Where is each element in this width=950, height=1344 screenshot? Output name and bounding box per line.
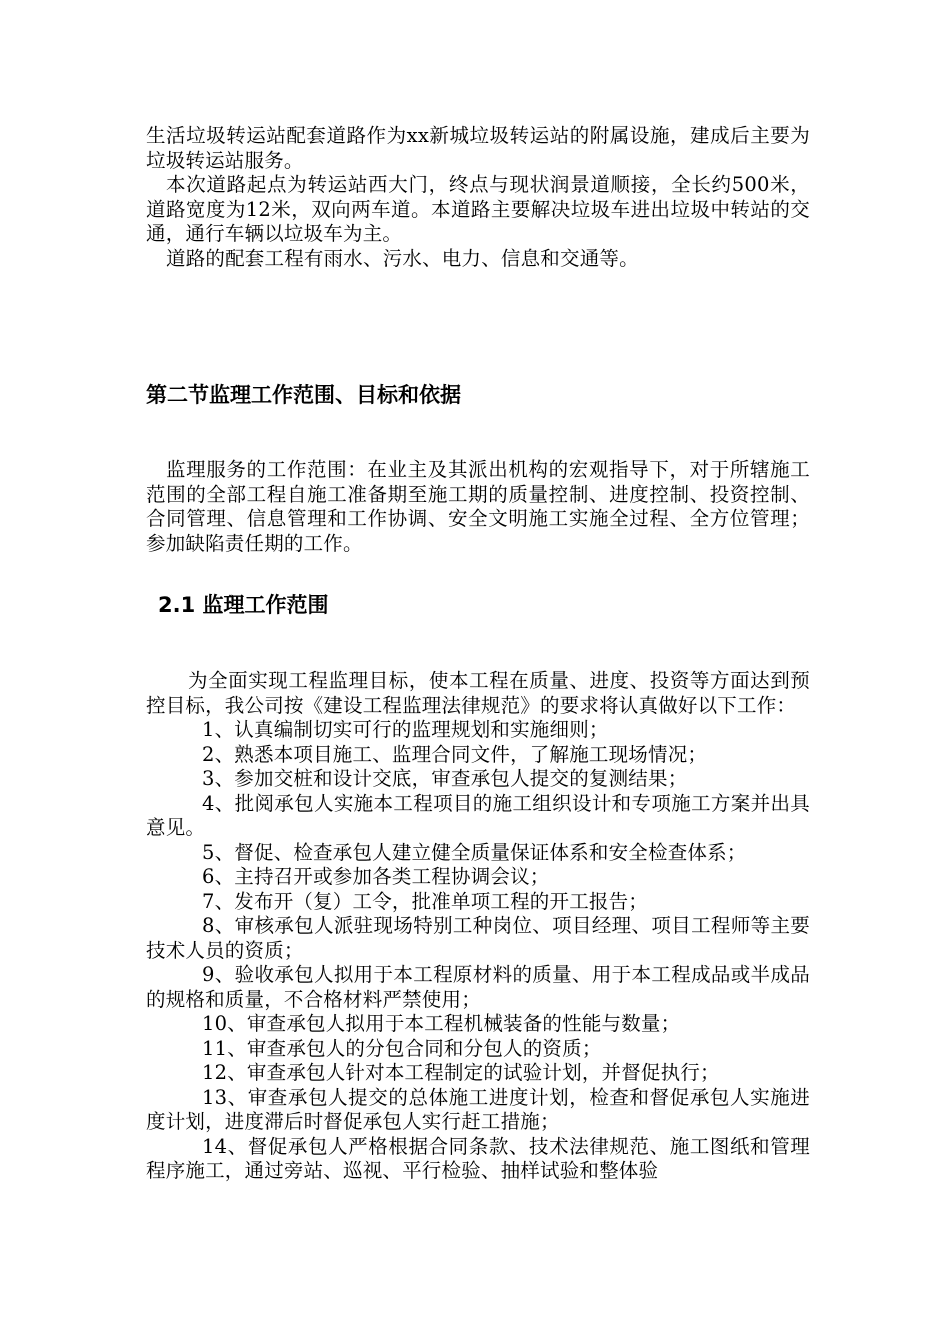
list-item: 12、审查承包人针对本工程制定的试验计划，并督促执行； (202, 1061, 720, 1084)
list-item: 3、参加交桩和设计交底，审查承包人提交的复测结果； (202, 767, 688, 790)
list-item: 8、审核承包人派驻现场特别工种岗位、项目经理、项目工程师等主要技术人员的资质； (146, 914, 810, 962)
list-item: 4、批阅承包人实施本工程项目的施工组织设计和专项施工方案并出具意见。 (146, 791, 810, 839)
intro-paragraph-1: 生活垃圾转运站配套道路作为xx新城垃圾转运站的附属设施，建成后主要为垃圾转运站服务。 (146, 124, 810, 172)
list-item: 9、验收承包人拟用于本工程原材料的质量、用于本工程成品或半成品的规格和质量，不合格材料严禁使用； (146, 963, 810, 1011)
work-intro-paragraph: 为全面实现工程监理目标，使本工程在质量、进度、投资等方面达到预控目标，我公司按《建设工程监理法律规范》的要求将认真做好以下工作： (146, 669, 810, 717)
list-item: 7、发布开（复）工令，批准单项工程的开工报告； (202, 889, 649, 913)
section-2-1-heading: 2.1 监理工作范围 (158, 593, 329, 617)
list-item: 14、督促承包人严格根据合同条款、技术法律规范、施工图纸和管理程序施工，通过旁站、巡视、平行检验、抽样试验和整体验 (146, 1134, 810, 1182)
list-item: 2、熟悉本项目施工、监理合同文件，了解施工现场情况； (202, 742, 708, 766)
list-item: 6、主持召开或参加各类工程协调会议； (202, 865, 550, 888)
scope-paragraph: 监理服务的工作范围：在业主及其派出机构的宏观指导下，对于所辖施工范围的全部工程自施工准备期至施工期的质量控制、进度控制、投资控制、合同管理、信息管理和工作协调、安全文明施工实施全过程、全方位管理；参加缺陷责任期的工作。 (146, 458, 810, 555)
list-item: 10、审查承包人拟用于本工程机械装备的性能与数量； (202, 1012, 681, 1035)
section-2-heading: 第二节监理工作范围、目标和依据 (146, 383, 461, 407)
list-item: 13、审查承包人提交的总体施工进度计划，检查和督促承包人实施进度计划，进度滞后时督促承包人实行赶工措施； (146, 1085, 810, 1133)
list-item: 11、审查承包人的分包合同和分包人的资质； (202, 1036, 602, 1060)
section-2-1-body (146, 669, 810, 1184)
intro-section (146, 124, 810, 271)
intro-paragraph-2: 本次道路起点为转运站西大门，终点与现状润景道顺接，全长约500米，道路宽度为12米，双向两车道。本道路主要解决垃圾车进出垃圾中转站的交通，通行车辆以垃圾车为主。 (146, 173, 810, 245)
list-item: 1、认真编制切实可行的监理规划和实施细则； (202, 718, 609, 741)
intro-paragraph-3: 道路的配套工程有雨水、污水、电力、信息和交通等。 (166, 246, 639, 270)
list-item: 5、督促、检查承包人建立健全质量保证体系和安全检查体系； (202, 840, 747, 864)
section-2-body (146, 458, 810, 556)
